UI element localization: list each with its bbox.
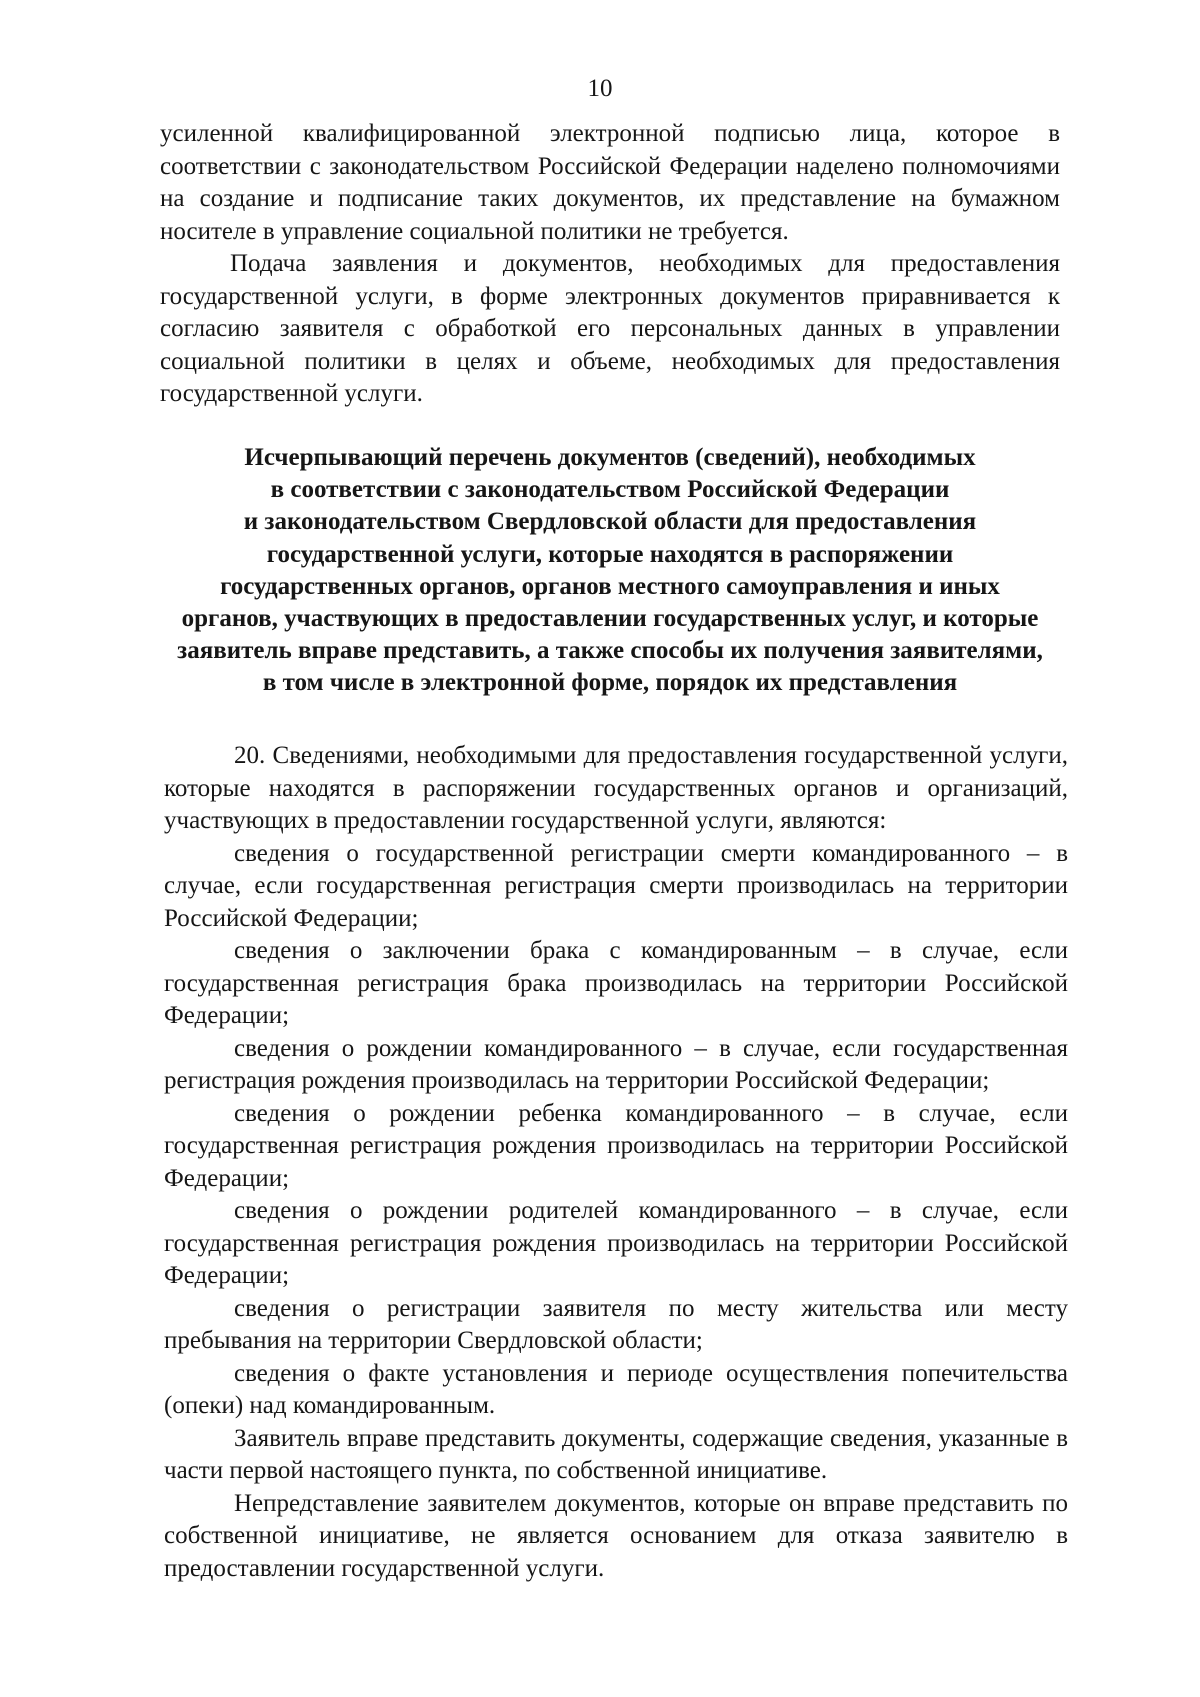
paragraph-item-20: 20. Сведениями, необходимыми для предоставления государственной услуги, которые находятся в распоряжении государственных органов и организаций, участвующих в предоставлении государственной услуги, являются: [164, 742, 1068, 834]
paragraph-electronic-submission: Подача заявления и документов, необходимых для предоставления государственной услуги, в форме электронных документов приравнивается к согласию заявителя с обработкой его персональных данных в управлении социальной политики в целях и объеме, необходимых для предоставления государственной услуги. [160, 250, 1060, 407]
heading-line: заявитель вправе представить, а также способы их получения заявителями, [177, 637, 1043, 665]
list-item: сведения о рождении командированного – в случае, если государственная регистрация рождения производилась на территории Российской Федерации; [164, 1034, 1068, 1094]
list-item: сведения о факте установления и периоде осуществления попечительства (опеки) над командированным. [164, 1359, 1068, 1419]
section-body [164, 740, 1068, 1585]
page-number: 10 [587, 75, 613, 102]
list-item: сведения о регистрации заявителя по месту жительства или месту пребывания на территории Свердловской области; [164, 1294, 1068, 1354]
paragraph-continuation: усиленной квалифицированной электронной подписью лица, которое в соответствии с законодательством Российской Федерации наделено полномочиями на создание и подписание таких документов, их представление на бумажном носителе в управление социальной политики не требуется. [160, 120, 1060, 245]
heading-line: государственных органов, органов местного самоуправления и иных [220, 572, 1000, 600]
list-item: сведения о заключении брака с командированным – в случае, если государственная регистрация брака производилась на территории Российской Федерации; [164, 937, 1068, 1029]
heading-line: Исчерпывающий перечень документов (сведений), необходимых [244, 444, 976, 471]
heading-line: в соответствии с законодательством Российской Федерации [270, 476, 950, 504]
list-item: сведения о государственной регистрации смерти командированного – в случае, если государственная регистрация смерти производилась на территории Российской Федерации; [164, 839, 1068, 932]
heading-line: органов, участвующих в предоставлении государственных услуг, и которые [181, 605, 1039, 633]
heading-line: в том числе в электронной форме, порядок их представления [262, 669, 958, 697]
heading-line: и законодательством Свердловской области для предоставления [243, 508, 977, 536]
intro-text-block [160, 118, 1060, 411]
heading-line: государственной услуги, которые находятся в распоряжении [266, 540, 954, 568]
list-item: сведения о рождении ребенка командированного – в случае, если государственная регистрация рождения производилась на территории Российской Федерации; [164, 1099, 1068, 1192]
section-heading [160, 442, 1060, 700]
paragraph-non-submission: Непредставление заявителем документов, которые он вправе представить по собственной инициативе, не является основанием для отказа заявителю в предоставлении государственной услуги. [164, 1489, 1068, 1582]
list-item: сведения о рождении родителей командированного – в случае, если государственная регистрация рождения производилась на территории Российской Федерации; [164, 1197, 1068, 1289]
paragraph-applicant-right: Заявитель вправе представить документы, содержащие сведения, указанные в части первой настоящего пункта, по собственной инициативе. [164, 1424, 1068, 1484]
